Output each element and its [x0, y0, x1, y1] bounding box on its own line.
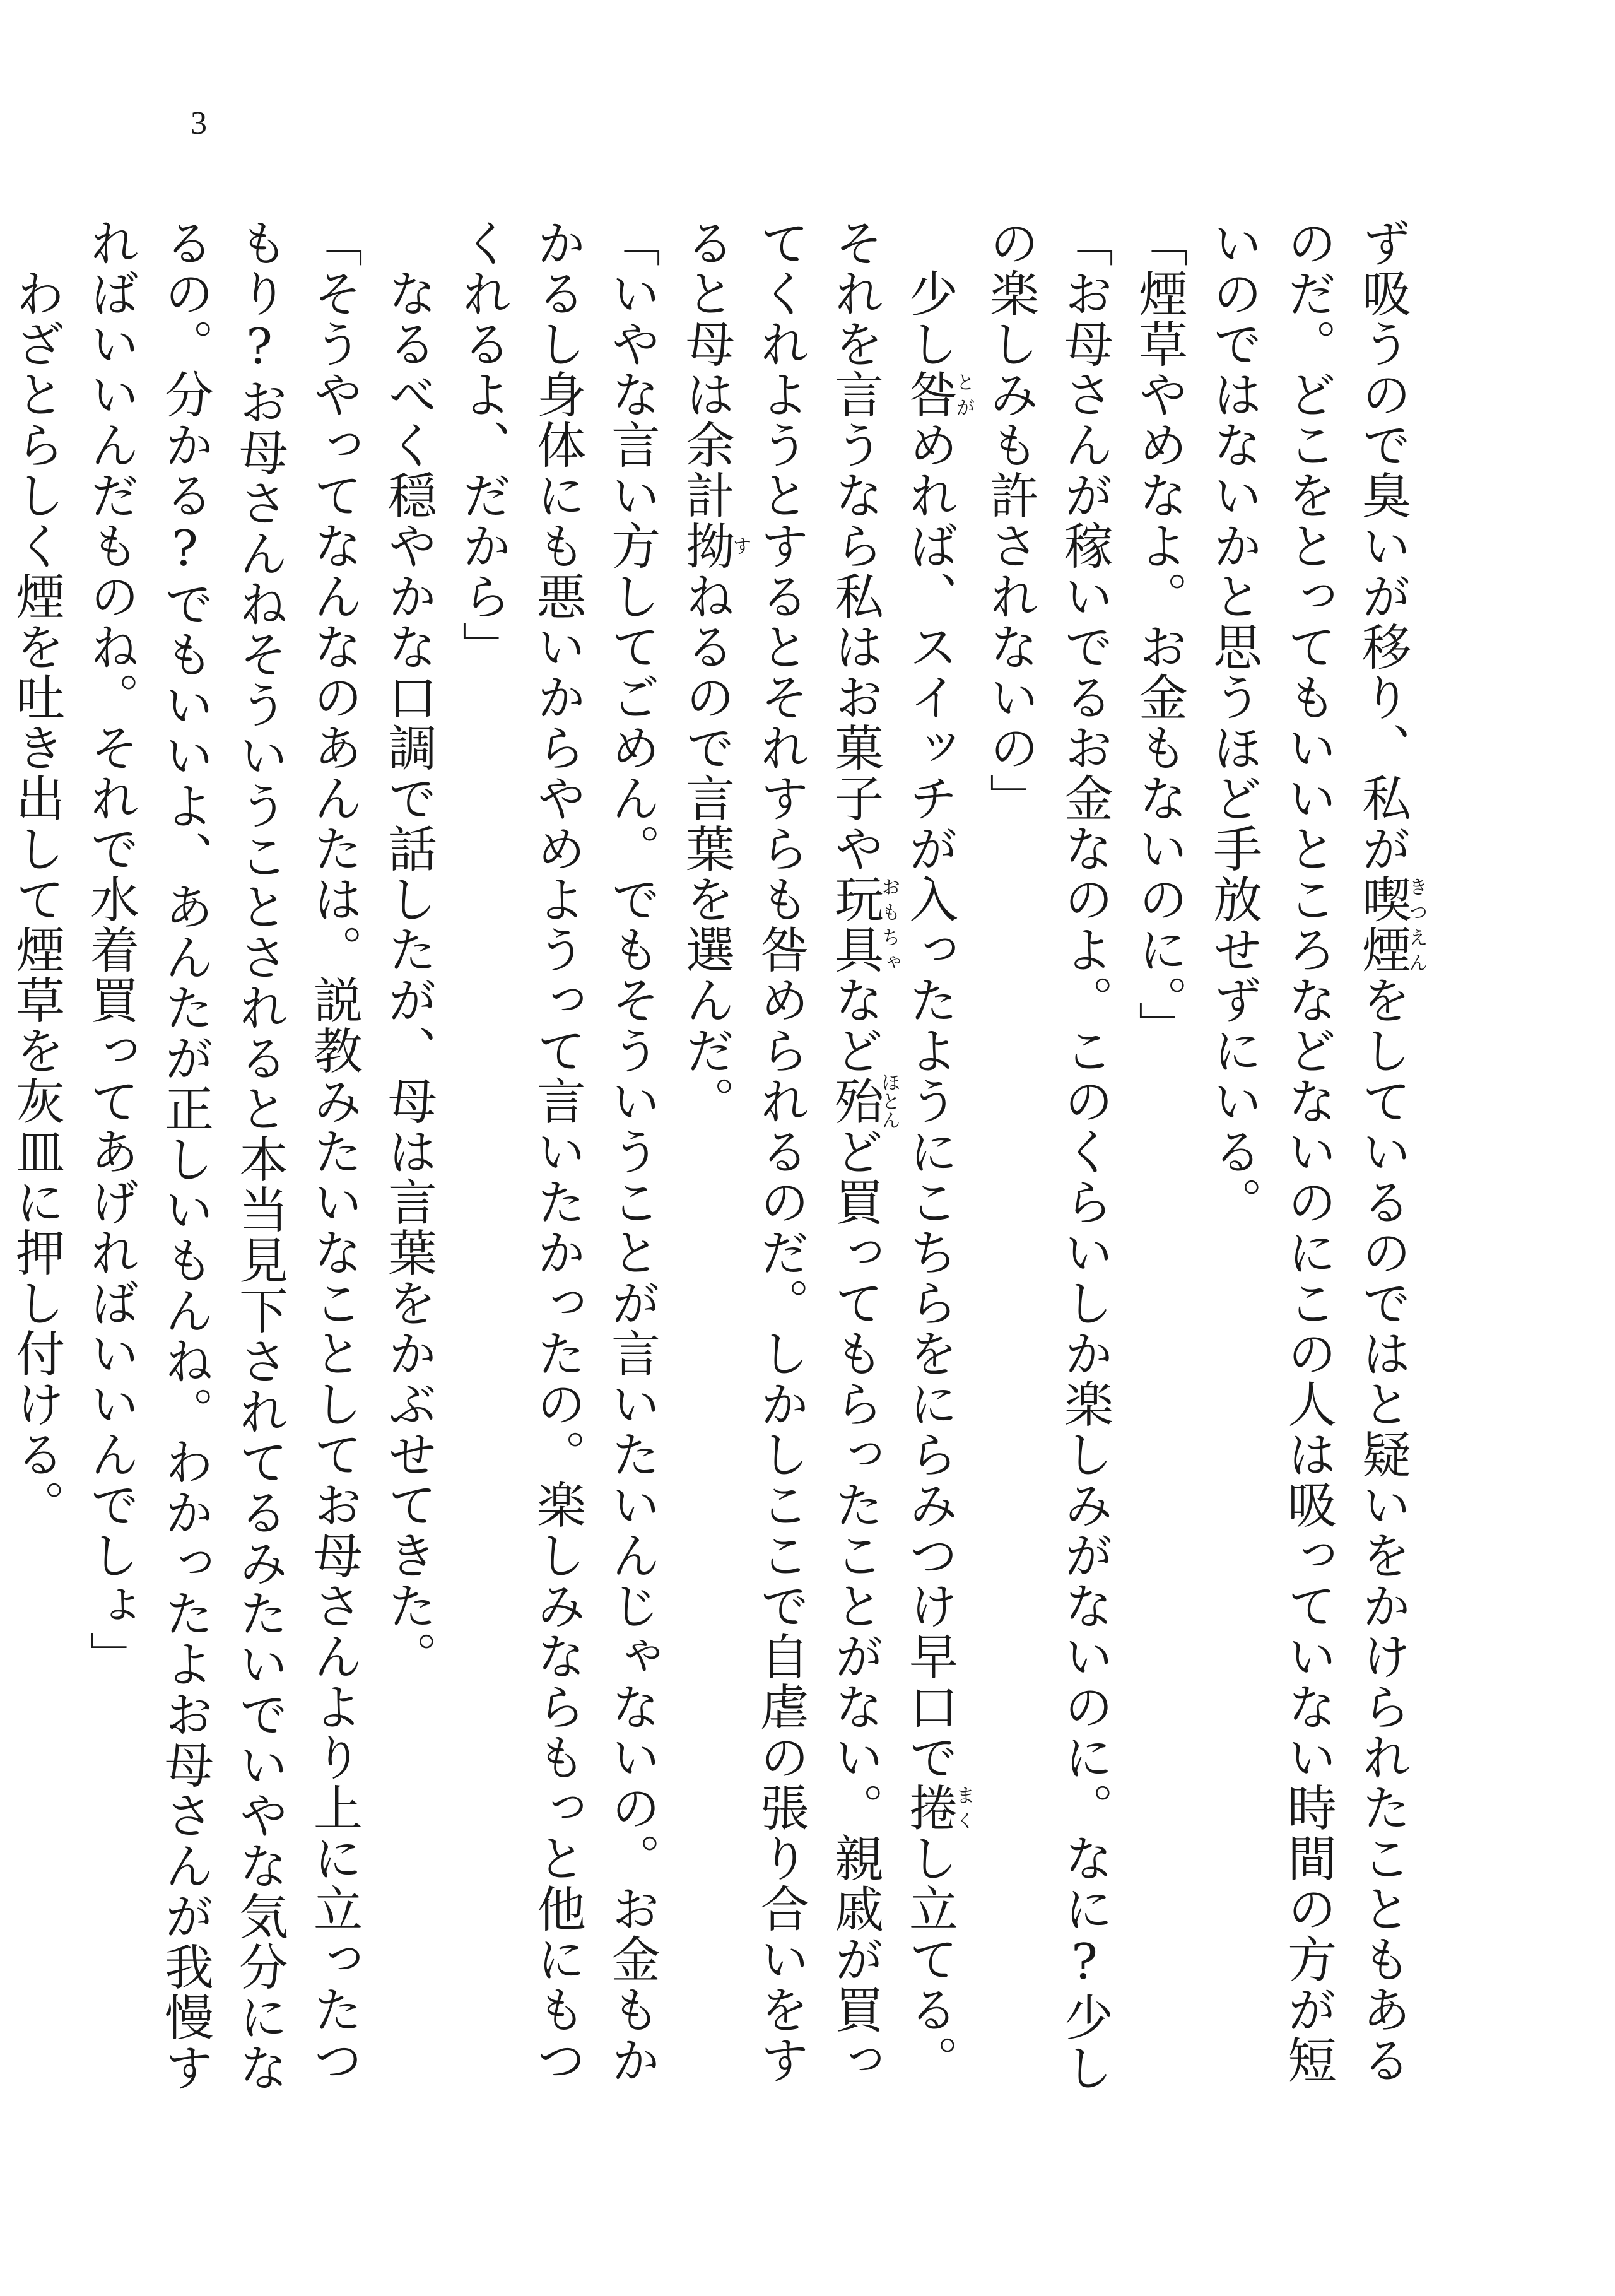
paragraph — [1196, 218, 1426, 2111]
ruby-base: 拗 — [678, 521, 734, 571]
ruby-base: 殆 — [826, 1073, 883, 1129]
text-segment: 「そうやってなんなのあんたは。説教みたいなことしてお母さんより上に立ったつもり?お母さんねそういうことされると本当見下されてるみたいでいやな気分になるの。分かる?でもいいよ、あんたが正しいもんね。わかったよお母さんが我慢すればいいんだものね。それで水着買ってあげればいいんでしょ」 — [82, 218, 362, 2093]
furigana: まく — [952, 1782, 975, 1833]
furigana: ほとん — [878, 1073, 900, 1129]
ruby-word — [901, 369, 975, 420]
page-number: 3 — [191, 105, 207, 141]
paragraph — [371, 218, 445, 2111]
paragraph — [1122, 218, 1196, 2111]
text-segment: わざとらしく煙を吐き出して煙草を灰皿に押し付ける。 — [8, 218, 64, 1530]
text-segment: 少し — [901, 218, 958, 369]
paragraph — [973, 218, 1122, 2111]
text-segment: ねるので言葉を選んだ。 — [678, 571, 734, 1126]
text-segment: 「煙草やめなよ。お金もないのに。」 — [1130, 218, 1187, 1051]
ruby-word — [826, 874, 900, 975]
ruby-base: 咎 — [901, 369, 958, 420]
text-segment: 「いやな言い方してごめん。でもそういうことが言いたいんじゃないの。お金もかかるし身体にも悪いからやめようって言いたかったの。楽しみならもっと他にもつくれるよ、だから」 — [454, 218, 660, 2085]
ruby-base: 捲 — [901, 1782, 958, 1833]
ruby-word — [1354, 874, 1428, 975]
paragraph — [73, 218, 371, 2111]
furigana: おもちゃ — [878, 874, 900, 975]
text-segment: なるべく穏やかな口調で話したが、母は言葉をかぶせてきた。 — [380, 218, 437, 1681]
paragraph — [0, 218, 73, 2111]
text-segment: など — [826, 975, 883, 1076]
text-segment: し立てる。それを言うなら私はお菓子や — [826, 218, 958, 2085]
ruby-word — [826, 1073, 900, 1129]
text-segment: めれば、スイッチが入ったようにこちらをにらみつけ早口で — [901, 420, 958, 1782]
ruby-word — [678, 521, 751, 571]
text-segment: 「お母さんが稼いでるお金なのよ。このくらいしか楽しみがないのに。なに?少しの楽しみも許されないの」 — [982, 218, 1113, 2093]
text-segment: ど買ってもらったことがない。親戚が買ってくれようとするとそれすらも咎められるのだ。しかしここで自虐の張り合いをすると母は余計 — [678, 218, 883, 2085]
text-segment: をしているのではと疑いをかけられたこともあるのだ。どこをとってもいいところなどないのにこの人は吸っていない時間の方が短いのではないかと思うほど手放せずにいる。 — [1205, 218, 1411, 2085]
furigana: とが — [952, 369, 975, 420]
furigana: す — [729, 521, 751, 571]
ruby-base: 喫煙 — [1354, 874, 1411, 975]
paragraph — [445, 218, 669, 2111]
ruby-base: 玩具 — [826, 874, 883, 975]
text-segment: ず吸うので臭いが移り、私が — [1354, 218, 1411, 874]
furigana: きつえん — [1405, 874, 1428, 975]
paragraph — [669, 218, 973, 2111]
ruby-word — [901, 1782, 975, 1833]
vertical-text-body — [0, 218, 1426, 2111]
